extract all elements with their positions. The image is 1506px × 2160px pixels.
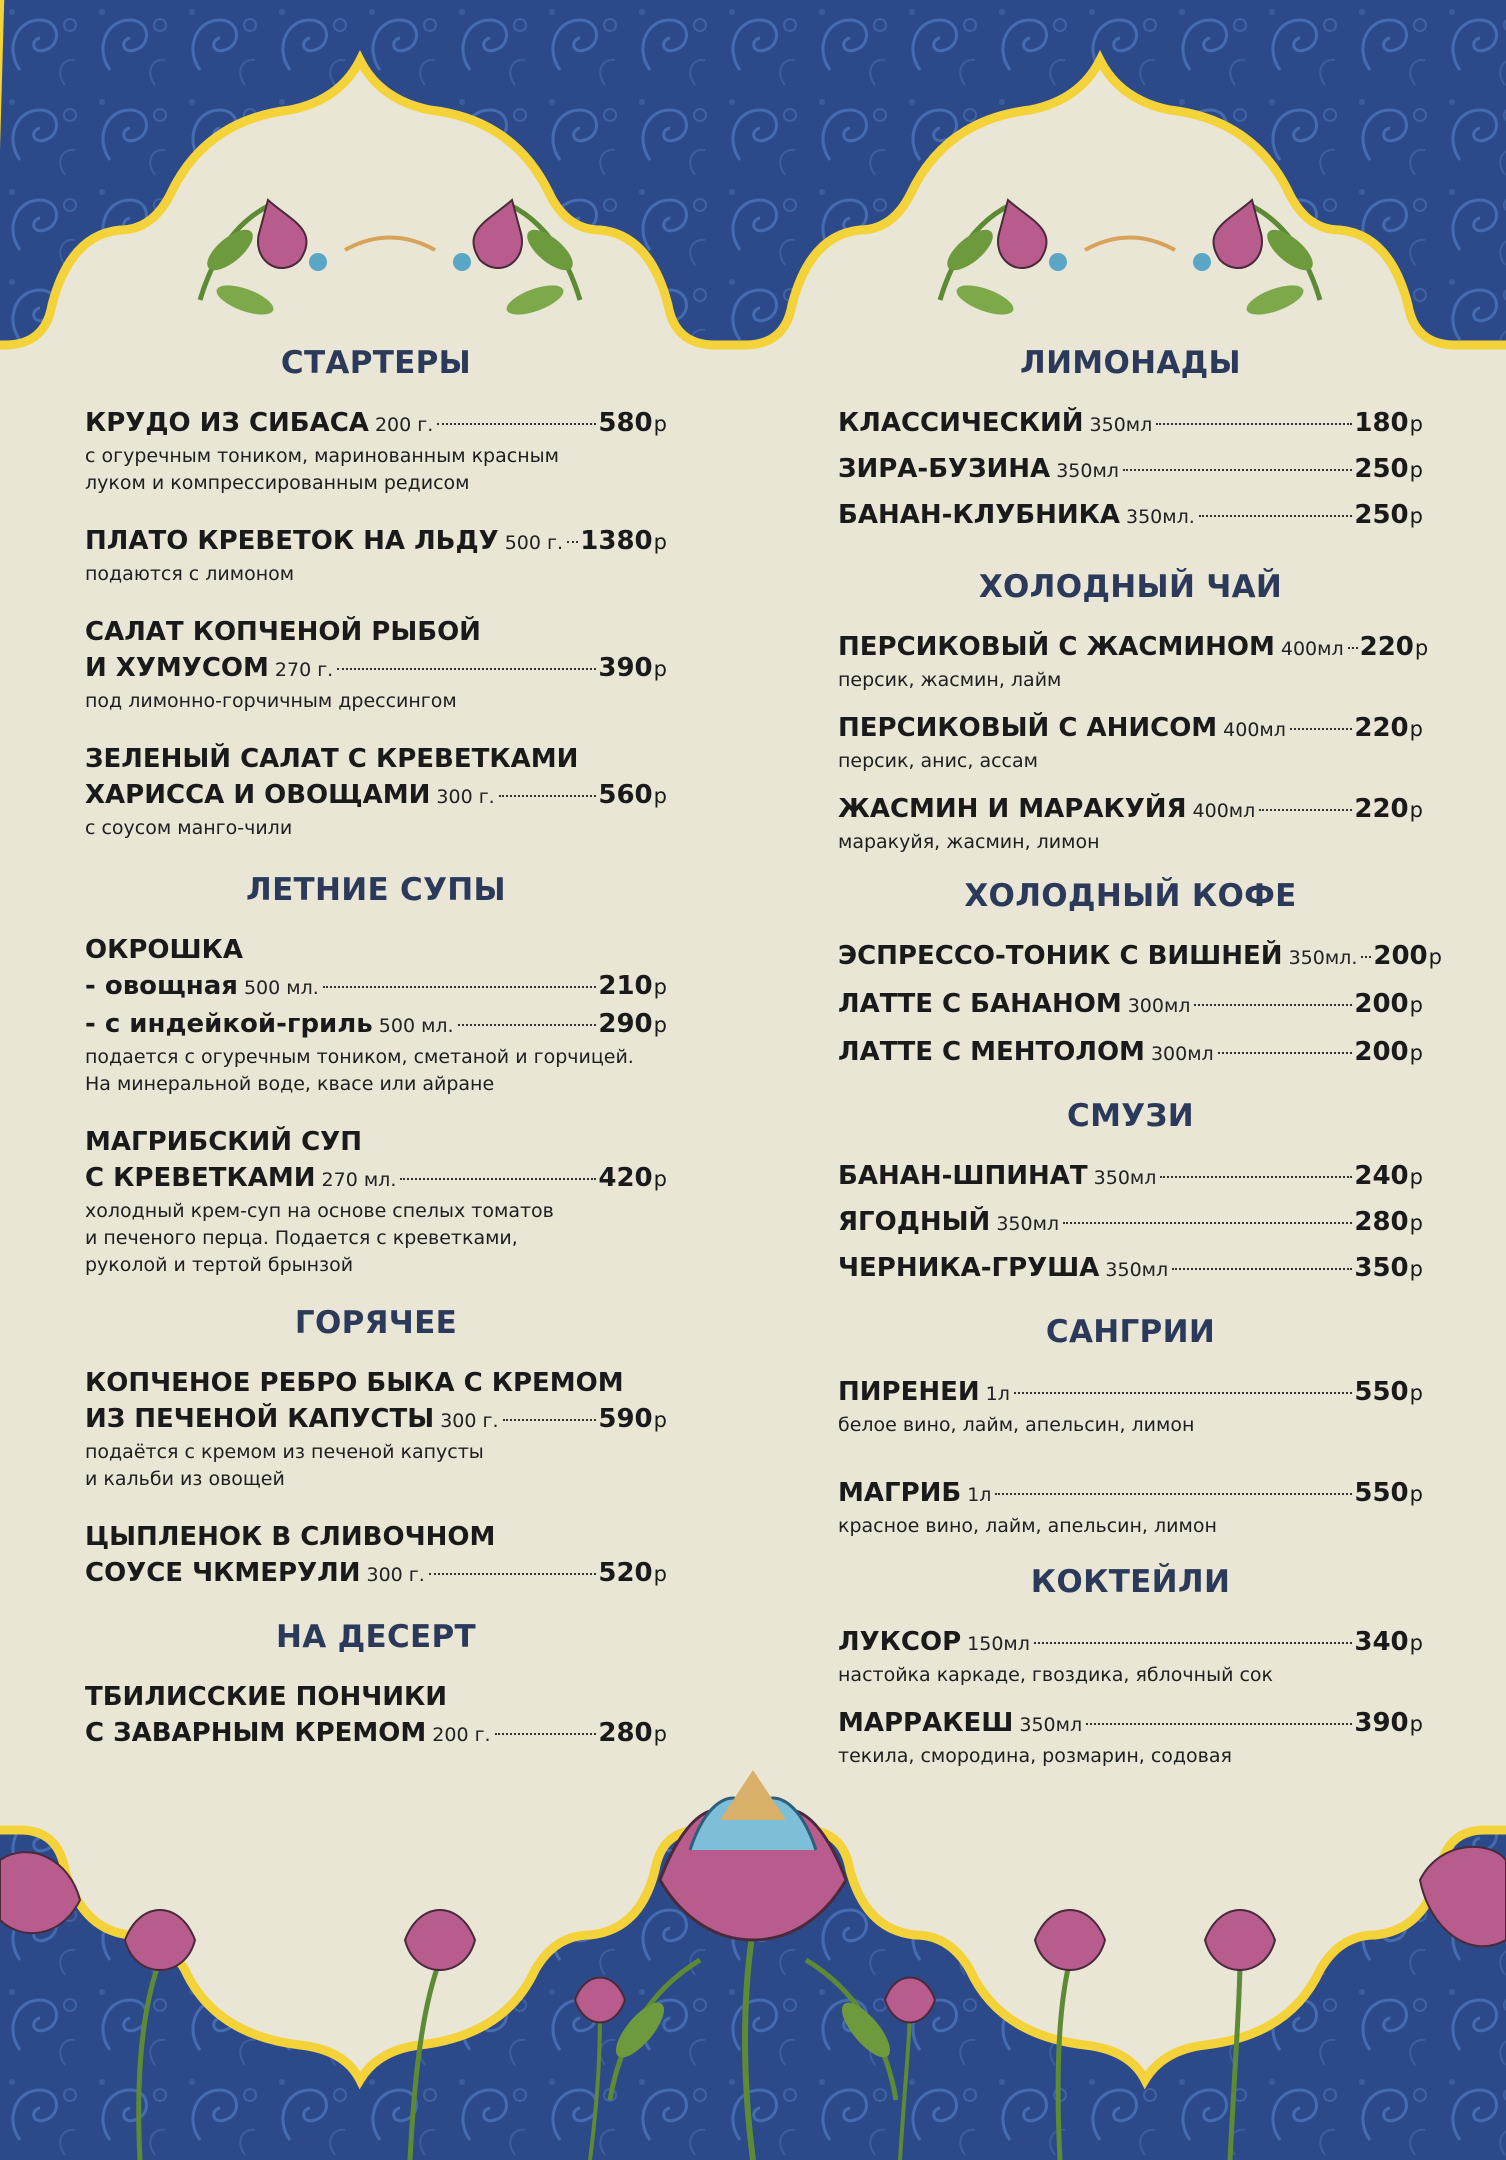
leader-dots: [458, 1024, 597, 1026]
item-name: - овощная: [85, 971, 238, 1001]
leader-dots: [1156, 423, 1352, 425]
item-name: ОКРОШКА: [85, 935, 244, 965]
item-name: САЛАТ КОПЧЕНОЙ РЫБОЙ: [85, 617, 481, 647]
item-description: На минеральной воде, квасе или айране: [85, 1073, 495, 1095]
menu-item: [838, 1705, 1423, 1770]
item-description: с соусом манго-чили: [85, 817, 293, 839]
section-title: САНГРИИ: [1045, 1314, 1216, 1350]
item-name: ХАРИССА И ОВОЩАМИ: [85, 780, 431, 810]
currency: р: [653, 975, 667, 999]
currency: р: [1409, 1482, 1423, 1506]
item-volume: 350мл.: [1288, 947, 1358, 969]
menu-column-right: [838, 345, 1442, 1786]
item-description: маракуйя, жасмин, лимон: [838, 831, 1100, 853]
currency: р: [1409, 458, 1423, 482]
currency: р: [1428, 945, 1442, 969]
item-volume: 1л: [967, 1484, 992, 1506]
leader-dots: [1086, 1723, 1352, 1725]
item-description: белое вино, лайм, апельсин, лимон: [838, 1414, 1195, 1436]
item-description: подаётся с кремом из печеной капусты: [85, 1441, 484, 1463]
item-name: ПЕРСИКОВЫЙ С АНИСОМ: [838, 713, 1218, 743]
menu-item: [838, 405, 1423, 443]
currency: р: [1409, 504, 1423, 528]
menu-item: [85, 1519, 667, 1593]
item-description: подаются с лимоном: [85, 563, 295, 585]
item-volume: 350мл: [1019, 1714, 1083, 1736]
menu-item: [838, 1624, 1423, 1689]
item-name: ЛАТТЕ С БАНАНОМ: [838, 989, 1122, 1019]
section-starters: [85, 345, 667, 842]
leader-dots: [1172, 1268, 1352, 1270]
item-volume: 350мл.: [1125, 506, 1195, 528]
currency: р: [1409, 1257, 1423, 1281]
item-volume: 270 г.: [274, 659, 334, 681]
currency: р: [1409, 1631, 1423, 1655]
currency: р: [1409, 993, 1423, 1017]
leader-dots: [567, 541, 578, 543]
item-name: БАНАН-ШПИНАТ: [838, 1161, 1088, 1191]
section-title: ЛЕТНИЕ СУПЫ: [246, 872, 506, 908]
item-name: ЗЕЛЕНЫЙ САЛАТ С КРЕВЕТКАМИ: [85, 744, 579, 774]
section-hot: [85, 1305, 667, 1593]
item-price: 250: [1354, 500, 1409, 530]
item-volume: 350мл: [1089, 414, 1153, 436]
currency: р: [653, 1167, 667, 1191]
item-description: и печеного перца. Подается с креветками,: [85, 1227, 518, 1249]
floral-ornament-left-top: [200, 200, 580, 321]
item-volume: 300 г.: [366, 1564, 425, 1586]
item-name: МАГРИБСКИЙ СУП: [85, 1127, 362, 1157]
section-title: НА ДЕСЕРТ: [275, 1619, 476, 1655]
item-price: 210: [598, 971, 653, 1001]
item-name: ТБИЛИССКИЕ ПОНЧИКИ: [85, 1682, 448, 1712]
leader-dots: [1123, 469, 1352, 471]
section-title: СМУЗИ: [1067, 1098, 1194, 1134]
item-description: настойка каркаде, гвоздика, яблочный сок: [838, 1664, 1274, 1686]
currency: р: [1414, 636, 1429, 660]
item-volume: 200 г.: [374, 414, 434, 436]
section-title: ХОЛОДНЫЙ ЧАЙ: [978, 569, 1283, 605]
section-iced-tea: [838, 569, 1429, 856]
item-name: КОПЧЕНОЕ РЕБРО БЫКА С КРЕМОМ: [85, 1368, 624, 1398]
currency: р: [1409, 412, 1423, 436]
item-price: 180: [1354, 408, 1409, 438]
currency: р: [653, 1562, 667, 1586]
item-price: 290: [598, 1009, 653, 1039]
item-volume: 1л: [985, 1383, 1010, 1405]
item-price: 250: [1354, 454, 1409, 484]
menu-item: [838, 1158, 1423, 1196]
leader-dots: [1034, 1642, 1352, 1644]
item-name: ПЛАТО КРЕВЕТОК НА ЛЬДУ: [85, 526, 499, 556]
item-description: луком и компрессированным редисом: [85, 472, 470, 494]
item-volume: 300 г.: [440, 1410, 499, 1432]
item-price: 420: [598, 1163, 653, 1193]
item-price: 200: [1354, 1037, 1409, 1067]
section-summer-soups: [85, 872, 667, 1279]
item-volume: 500 г.: [504, 532, 564, 554]
leader-dots: [1290, 728, 1352, 730]
item-name: ЦЫПЛЕНОК В СЛИВОЧНОМ: [85, 1522, 496, 1552]
leader-dots: [1348, 647, 1358, 649]
leader-dots: [1199, 515, 1353, 517]
item-price: 550: [1354, 1377, 1409, 1407]
item-description: руколой и тертой брынзой: [85, 1254, 354, 1276]
item-name: ЛУКСОР: [838, 1627, 962, 1657]
menu-item: [85, 405, 667, 497]
item-description: персик, анис, ассам: [838, 750, 1038, 772]
item-volume: 350мл: [1093, 1167, 1157, 1189]
item-volume: 300 г.: [436, 786, 495, 808]
item-volume: 150мл: [967, 1633, 1030, 1655]
leader-dots: [495, 1733, 597, 1735]
menu-item: [85, 741, 667, 842]
menu-item: [838, 497, 1423, 535]
menu-item: [85, 932, 667, 1098]
item-name: ПИРЕНЕИ: [838, 1377, 980, 1407]
menu-item: [838, 710, 1423, 775]
item-name: С КРЕВЕТКАМИ: [85, 1163, 316, 1193]
menu-item: [838, 1374, 1423, 1439]
currency: р: [653, 784, 667, 808]
item-name: СОУСЕ ЧКМЕРУЛИ: [85, 1558, 361, 1588]
item-name: ЛАТТЕ С МЕНТОЛОМ: [838, 1037, 1145, 1067]
item-description: холодный крем-суп на основе спелых томатов: [85, 1200, 554, 1222]
menu-item: [85, 1679, 667, 1753]
item-price: 1380: [580, 526, 653, 556]
section-title: СТАРТЕРЫ: [280, 345, 472, 381]
currency: р: [653, 530, 667, 554]
item-name: ЭСПРЕССО-ТОНИК С ВИШНЕЙ: [838, 941, 1283, 971]
leader-dots: [437, 423, 596, 425]
item-price: 520: [598, 1558, 653, 1588]
currency: р: [1409, 1211, 1423, 1235]
item-volume: 350мл: [1056, 460, 1119, 482]
item-volume: 300мл: [1127, 995, 1191, 1017]
menu-item: [838, 791, 1423, 856]
currency: р: [1409, 717, 1423, 741]
leader-dots: [1194, 1004, 1352, 1006]
item-price: 350: [1354, 1253, 1409, 1283]
leader-dots: [1160, 1176, 1352, 1178]
section-title: ГОРЯЧЕЕ: [294, 1305, 458, 1341]
currency: р: [653, 657, 667, 681]
menu-item: [838, 629, 1429, 694]
leader-dots: [400, 1178, 596, 1180]
menu-column-left: [85, 345, 667, 1779]
item-volume: 400мл: [1192, 800, 1256, 822]
leader-dots: [337, 668, 596, 670]
item-price: 590: [598, 1404, 653, 1434]
currency: р: [1409, 1381, 1423, 1405]
leader-dots: [503, 1419, 597, 1421]
currency: р: [1409, 1165, 1423, 1189]
leader-dots: [1063, 1222, 1352, 1224]
floral-ornament-right-top: [940, 200, 1320, 321]
item-name: - с индейкой-гриль: [85, 1009, 373, 1039]
item-name: МАГРИБ: [838, 1478, 962, 1508]
menu-item: [85, 1124, 667, 1279]
item-description: персик, жасмин, лайм: [838, 669, 1062, 691]
section-iced-coffee: [838, 878, 1442, 1072]
item-name: И ХУМУСОМ: [85, 653, 269, 683]
currency: р: [653, 1722, 667, 1746]
item-description: подается с огуречным тоником, сметаной и горчицей.: [85, 1046, 634, 1068]
menu-item: [838, 986, 1423, 1024]
item-price: 200: [1354, 989, 1409, 1019]
item-description: с огуречным тоником, маринованным красным: [85, 445, 559, 467]
section-dessert: [85, 1619, 667, 1753]
item-volume: 500 мл.: [243, 977, 319, 999]
item-name: КРУДО ИЗ СИБАСА: [85, 408, 369, 438]
item-name: КЛАССИЧЕСКИЙ: [838, 408, 1084, 438]
item-price: 560: [598, 780, 653, 810]
item-name: ЧЕРНИКА-ГРУША: [838, 1253, 1100, 1283]
item-price: 550: [1354, 1478, 1409, 1508]
section-title: КОКТЕЙЛИ: [1030, 1564, 1231, 1600]
item-volume: 400мл: [1223, 719, 1286, 741]
leader-dots: [499, 795, 597, 797]
section-title: ЛИМОНАДЫ: [1020, 345, 1241, 381]
leader-dots: [323, 986, 597, 988]
currency: р: [653, 1408, 667, 1432]
leader-dots: [1259, 809, 1352, 811]
menu-item: [838, 1204, 1423, 1242]
item-name: ЗИРА-БУЗИНА: [838, 454, 1051, 484]
item-volume: 500 мл.: [378, 1015, 454, 1037]
item-name: ЖАСМИН И МАРАКУЙЯ: [838, 794, 1187, 824]
currency: р: [1409, 1712, 1423, 1736]
item-price: 220: [1359, 632, 1414, 662]
item-price: 220: [1354, 713, 1409, 743]
leader-dots: [1014, 1392, 1353, 1394]
item-name: ИЗ ПЕЧЕНОЙ КАПУСТЫ: [85, 1404, 435, 1434]
item-name: С ЗАВАРНЫМ КРЕМОМ: [85, 1718, 427, 1748]
section-smoothies: [838, 1098, 1423, 1288]
currency: р: [1409, 798, 1423, 822]
item-price: 280: [598, 1718, 653, 1748]
currency: р: [653, 1013, 667, 1037]
currency: р: [653, 412, 667, 436]
section-lemonades: [838, 345, 1423, 535]
menu-item: [838, 451, 1423, 489]
item-volume: 400мл: [1280, 638, 1344, 660]
leader-dots: [1361, 956, 1371, 958]
item-description: текила, смородина, розмарин, содовая: [838, 1745, 1232, 1767]
item-price: 280: [1354, 1207, 1409, 1237]
menu-item: [838, 1250, 1423, 1288]
item-description: и кальби из овощей: [85, 1468, 285, 1490]
item-volume: 270 мл.: [321, 1169, 397, 1191]
item-price: 390: [1354, 1708, 1409, 1738]
item-price: 390: [598, 653, 653, 683]
menu-item: [85, 523, 667, 588]
item-volume: 300мл: [1150, 1043, 1214, 1065]
item-price: 200: [1373, 941, 1428, 971]
item-price: 340: [1354, 1627, 1409, 1657]
item-name: ПЕРСИКОВЫЙ С ЖАСМИНОМ: [838, 632, 1275, 662]
menu-item: [838, 938, 1442, 976]
item-volume: 350мл: [996, 1213, 1060, 1235]
item-name: ЯГОДНЫЙ: [838, 1207, 991, 1237]
leader-dots: [429, 1573, 597, 1575]
item-price: 580: [598, 408, 653, 438]
item-description: красное вино, лайм, апельсин, лимон: [838, 1515, 1217, 1537]
section-cocktails: [838, 1564, 1423, 1770]
item-volume: 200 г.: [432, 1724, 491, 1746]
leader-dots: [1218, 1052, 1353, 1054]
item-price: 220: [1354, 794, 1409, 824]
menu-item: [85, 614, 667, 715]
item-name: МАРРАКЕШ: [838, 1708, 1014, 1738]
item-name: БАНАН-КЛУБНИКА: [838, 500, 1120, 530]
section-sangria: [838, 1314, 1423, 1540]
menu-item: [838, 1475, 1423, 1540]
leader-dots: [995, 1493, 1352, 1495]
section-title: ХОЛОДНЫЙ КОФЕ: [964, 878, 1297, 914]
currency: р: [1409, 1041, 1423, 1065]
item-price: 240: [1354, 1161, 1409, 1191]
menu-item: [838, 1034, 1423, 1072]
item-volume: 350мл: [1105, 1259, 1169, 1281]
item-description: под лимонно-горчичным дрессингом: [85, 690, 457, 712]
menu-item: [85, 1365, 667, 1493]
